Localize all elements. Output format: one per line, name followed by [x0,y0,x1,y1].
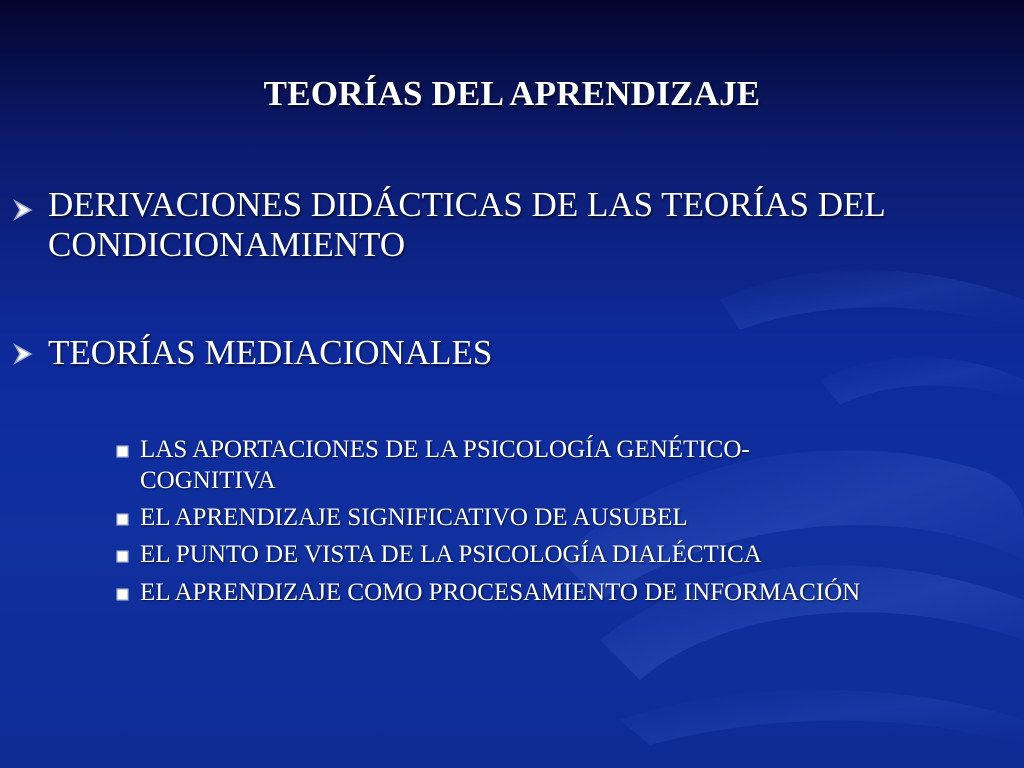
subbullet-text: EL APRENDIZAJE COMO PROCESAMIENTO DE INFORMACIÓN [140,579,861,606]
square-bullet-icon [116,513,129,526]
bullet-text: TEORÍAS MEDIACIONALES [48,333,493,372]
arrowhead-bullet-icon [12,199,34,221]
square-bullet-icon [116,550,129,563]
subbullet-text: EL PUNTO DE VISTA DE LA PSICOLOGÍA DIALÉCTICA [140,541,762,568]
square-bullet-icon [116,445,129,458]
subbullet-text: EL APRENDIZAJE SIGNIFICATIVO DE AUSUBEL [140,504,688,531]
bullet-text: DERIVACIONES DIDÁCTICAS DE LAS TEORÍAS DEL CONDICIONAMIENTO [48,185,885,264]
slide-title: TEORÍAS DEL APRENDIZAJE [263,74,761,113]
arrowhead-bullet-icon [12,343,34,365]
square-bullet-icon [116,588,129,601]
subbullet-text: LAS APORTACIONES DE LA PSICOLOGÍA GENÉTICO-COGNITIVA [140,436,750,494]
